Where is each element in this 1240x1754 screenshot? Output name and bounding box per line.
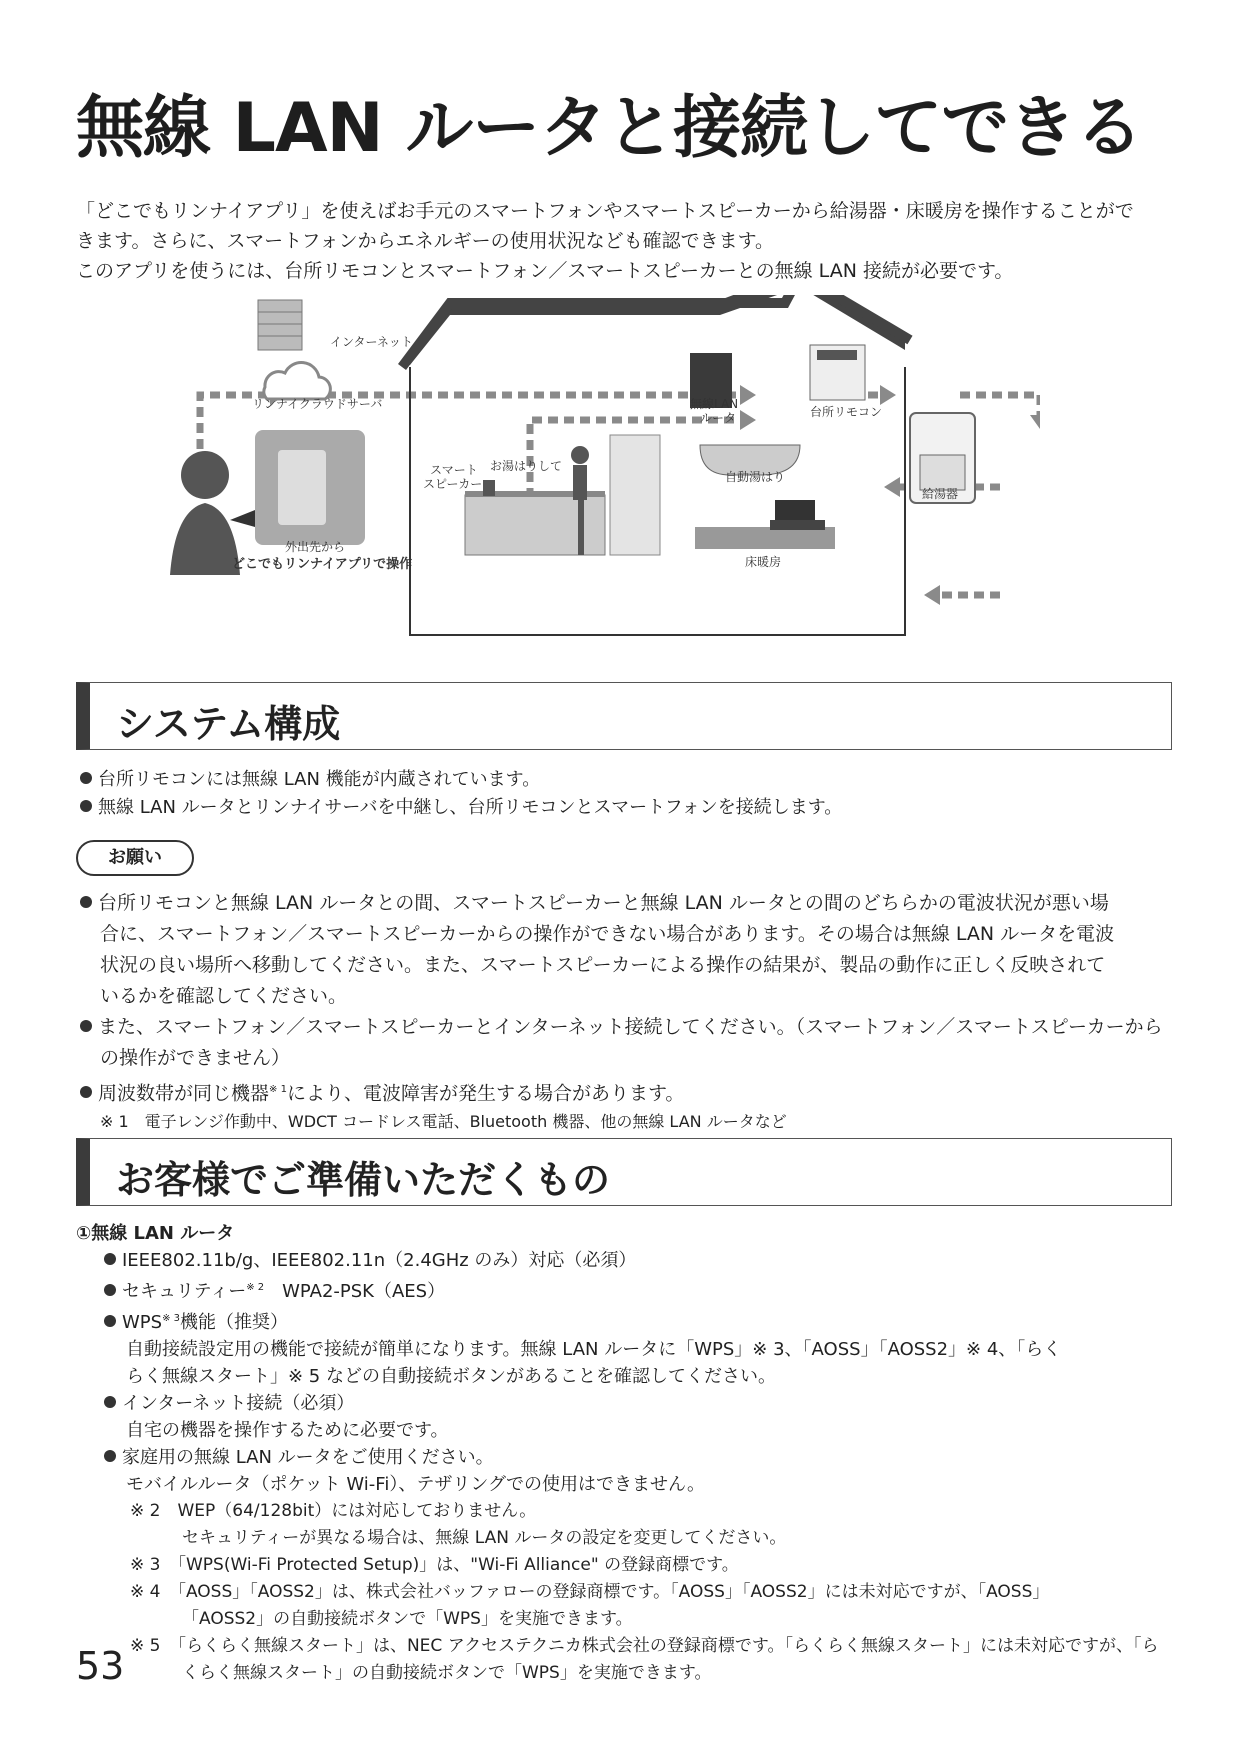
system-bullet-1-text: 台所リモコンには無線 LAN 機能が内蔵されています。 (98, 769, 541, 790)
item-router-heading: ①無線 LAN ルータ (76, 1223, 235, 1244)
label-voice-command: お湯はりして (490, 459, 563, 473)
woman-figure (170, 451, 240, 575)
system-diagram (160, 295, 1040, 640)
notice-1-line-3: 状況の良い場所へ移動してください。また、スマートスピーカーによる操作の結果が、製品の動作に正しく反映されて (100, 954, 1106, 976)
footnote-5-line-1: ※ 5 「らくらく無線スタート」は、NEC アクセステクニカ株式会社の登録商標です。「らくらく無線スタート」には未対応ですが、「ら (130, 1636, 1159, 1656)
req-internet-text: インターネット接続（必須） (122, 1393, 355, 1414)
notice-1-line-2: 合に、スマートフォン／スマートスピーカーからの操作ができない場合があります。その場合は無線 LAN ルータを電波 (100, 923, 1115, 945)
label-speaker-1: スマート (430, 463, 478, 477)
diagram-illustration (160, 295, 1040, 640)
notice-3 (80, 1074, 1180, 1109)
section-title-system: システム構成 (116, 702, 341, 746)
bullet-icon (104, 1396, 116, 1408)
footnote-2-line-1: ※ 2 WEP（64/128bit）には対応しておりません。 (130, 1501, 537, 1521)
label-outside: 外出先から (285, 540, 346, 554)
label-speaker-2: スピーカー (423, 477, 483, 491)
label-heater: 給湯器 (922, 487, 959, 501)
page-title: 無線 LAN ルータと接続してできる (76, 89, 1143, 168)
bullet-icon (80, 1086, 92, 1098)
footnote-1: ※ 1 電子レンジ作動中、WDCT コードレス電話、Bluetooth 機器、他の無線 LAN ルータなど (100, 1112, 787, 1132)
system-bullet-1 (80, 766, 540, 794)
intro-line-3: このアプリを使うには、台所リモコンとスマートフォン／スマートスピーカーとの無線 LAN 接続が必要です。 (76, 260, 1014, 282)
notice-3-text-a: 周波数帯が同じ機器 (98, 1082, 270, 1105)
req-wps-label: WPS (122, 1312, 163, 1333)
notice-2 (80, 1012, 1180, 1043)
page-number: 53 (76, 1644, 125, 1688)
notice-1 (80, 888, 1180, 919)
bullet-icon (104, 1253, 116, 1265)
notice-2-line-1: また、スマートフォン／スマートスピーカーとインターネット接続してください。（スマートフォン／スマートスピーカーから (98, 1016, 1163, 1038)
req-internet-desc: 自宅の機器を操作するために必要です。 (126, 1420, 449, 1441)
req-wps-desc-2: らく無線スタート」※ 5 などの自動接続ボタンがあることを確認してください。 (126, 1366, 776, 1387)
req-home-router (76, 1444, 1158, 1471)
bullet-icon (104, 1315, 116, 1327)
footnote-3: ※ 3 「WPS(Wi-Fi Protected Setup)」は、"Wi-Fi Alliance" の登録商標です。 (130, 1555, 739, 1575)
req-security-value: WPA2-PSK（AES） (264, 1281, 446, 1302)
label-router-1: 無線LAN (690, 397, 739, 411)
footnote-ref-2: ※ 2 (246, 1282, 265, 1293)
system-bullet-2 (80, 794, 842, 822)
req-wps-desc-1: 自動接続設定用の機能で接続が簡単になります。無線 LAN ルータに「WPS」※ 3、「AOSS」「AOSS2」※ 4、「らく (126, 1339, 1062, 1360)
bullet-icon (104, 1450, 116, 1462)
notice-2-line-2: の操作ができません） (100, 1047, 291, 1069)
footnote-ref-1: ※ 1 (269, 1084, 287, 1095)
label-router-2: ルータ (700, 411, 737, 425)
notice-1-line-4: いるかを確認してください。 (100, 985, 348, 1007)
req-security-label: セキュリティー (122, 1281, 247, 1302)
req-wps-text: 機能（推奨） (180, 1312, 288, 1333)
footnote-2-line-2: セキュリティーが異なる場合は、無線 LAN ルータの設定を変更してください。 (182, 1528, 787, 1548)
notice-badge: お願い (76, 840, 194, 876)
bullet-icon (80, 800, 92, 812)
req-standard (76, 1247, 1158, 1274)
bullet-icon (80, 1020, 92, 1032)
intro-line-2: きます。さらに、スマートフォンからエネルギーの使用状況なども確認できます。 (76, 230, 775, 252)
label-cloud-server: リンナイクラウドサーバ (252, 397, 383, 411)
notice-1-line-1: 台所リモコンと無線 LAN ルータとの間、スマートスピーカーと無線 LAN ルータとの間のどちらかの電波状況が悪い場 (98, 892, 1109, 914)
req-standard-text: IEEE802.11b/g、IEEE802.11n（2.4GHz のみ）対応（必須） (122, 1250, 637, 1271)
section-heading-prepare (76, 1138, 1172, 1206)
req-internet (76, 1390, 1158, 1417)
bullet-icon (80, 896, 92, 908)
system-bullet-2-text: 無線 LAN ルータとリンナイサーバを中継し、台所リモコンとスマートフォンを接続します。 (98, 797, 843, 818)
footnote-4-line-1: ※ 4 「AOSS」「AOSS2」は、株式会社バッファローの登録商標です。「AOSS」「AOSS2」には未対応ですが、「AOSS」 (130, 1582, 1050, 1602)
label-remote: 台所リモコン (810, 405, 883, 419)
footnote-5-line-2: くらく無線スタート」の自動接続ボタンで「WPS」を実施できます。 (182, 1663, 712, 1683)
req-security (76, 1274, 1158, 1305)
server-icon (258, 300, 302, 350)
section-heading-system (76, 682, 1172, 750)
prepare-list (76, 1220, 1158, 1687)
notice-list (80, 888, 1180, 1135)
label-floor-heating: 床暖房 (745, 555, 782, 569)
intro-line-1: 「どこでもリンナイアプリ」を使えばお手元のスマートフォンやスマートスピーカーから給湯器・床暖房を操作することがで (76, 200, 1134, 222)
notice-3-text-b: により、電波障害が発生する場合があります。 (286, 1082, 685, 1105)
label-bath: 自動湯はり (725, 470, 786, 484)
req-home-router-desc: モバイルルータ（ポケット Wi-Fi）、テザリングでの使用はできません。 (126, 1474, 706, 1495)
bullet-icon (80, 772, 92, 784)
section-title-prepare: お客様でご準備いただくもの (116, 1158, 611, 1202)
footnote-ref-3: ※ 3 (162, 1313, 180, 1324)
bullet-icon (104, 1284, 116, 1296)
req-home-router-text: 家庭用の無線 LAN ルータをご使用ください。 (122, 1447, 494, 1468)
footnote-4-line-2: 「AOSS2」の自動接続ボタンで「WPS」を実施できます。 (182, 1609, 633, 1629)
req-wps (76, 1305, 1158, 1336)
label-app-operation: どこでもリンナイアプリで操作 (232, 557, 413, 572)
label-internet: インターネット (330, 335, 413, 349)
